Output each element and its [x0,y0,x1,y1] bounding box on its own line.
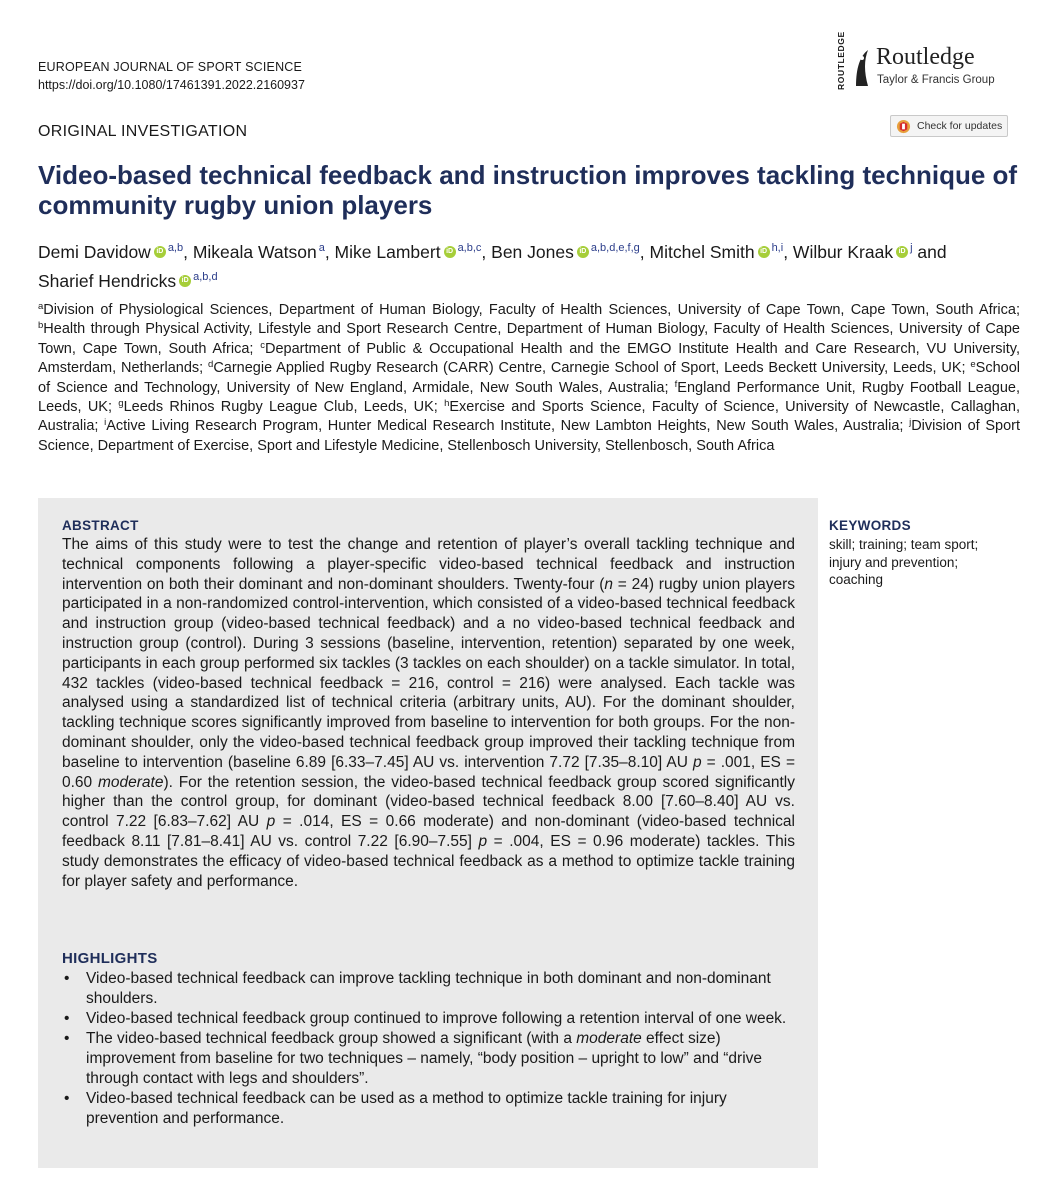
affiliation-label: a [38,301,44,312]
publisher-logo [836,31,1016,98]
publisher-group: Taylor & Francis Group [877,74,995,86]
author-affiliation-marks: h,i [771,242,784,254]
orcid-icon[interactable]: iD [444,246,456,258]
author-separator: , [639,242,650,262]
highlight-text: The video-based technical feedback group showed a significant (with a [86,1030,577,1048]
affiliation-text: Department of Public & Occupational Health and the EMGO Institute Health and Care Research, VU University, Amsterdam, Netherlands; [38,340,1020,377]
author [193,242,325,262]
author-separator: and [912,242,947,262]
author-separator: , [783,242,793,262]
abstract-segment: = .001, ES = 0.60 [62,753,795,791]
highlight-text: Video-based technical feedback can improve tackling technique in both dominant and non-dominant shoulders. [86,970,771,1007]
affiliation-label: d [208,359,214,371]
author-list [38,236,1028,294]
author-separator: , [481,242,492,262]
keywords-text: skill; training; team sport; injury and prevention; coaching [829,537,979,587]
author-affiliation-marks: a,b,d [193,271,218,283]
highlight-item [62,1089,800,1129]
author-affiliation-marks: a [318,242,325,254]
author [38,271,218,291]
highlight-item [62,969,800,1009]
check-updates-button[interactable] [890,115,1008,137]
article-title: Video-based technical feedback and instruction improves tackling technique of community rugby union players [38,160,1018,220]
routledge-logo [852,46,872,90]
affiliation-text: Exercise and Sports Science, Faculty of Science, University of Newcastle, Callaghan, Australia; [38,399,1020,435]
highlight-item [62,1029,800,1088]
affiliation-label: i [104,417,107,429]
affiliation-label: e [970,359,976,371]
abstract-segment: = .014, ES = 0.66 moderate) and non-dominant (video-based technical feedback 8.11 [7.81–8.41] AU vs. control 7.22 [6.90–7.55] [62,813,795,850]
abstract-segment: n [604,575,614,593]
publisher-vertical-text: ROUTLEDGE [836,31,846,90]
author-name: Mike Lambert [334,242,441,262]
abstract-segment: = .004, ES = 0.96 moderate) tackles. This study demonstrates the efficacy of video-based technical feedback as a method to optimize tackle training for player safety and performance. [62,832,795,890]
affiliation-label: b [38,320,44,332]
affiliation-text: England Performance Unit, Rugby Football League, Leeds, UK; [38,379,1021,416]
author [491,242,640,262]
affiliation-label: c [260,339,265,351]
bullet-icon: • [64,970,70,987]
doi-link[interactable]: https://doi.org/10.1080/17461391.2022.2160937 [38,78,305,92]
author-name: Ben Jones [491,242,574,262]
abstract-segment: = 24) rugby union players participated in a non-randomized control-intervention, which consisted of a video-based technical feedback and instruction group (video-based technical feedback) and a no video-based technical feedback and instruction group (control). During 3 sessions (baseline, intervention, retention) separated by one week, participants in each group performed six tackles (3 tackles on each shoulder) on a tackle simulator. In total, 432 tackles (video-based technical feedback = 216, control = 216) were analysed. Each tackle was analysed using a standardized list of technical criteria (arbitrary units, AU). For the dominant shoulder, tackling technique scores significantly improved from baseline to intervention for both groups. For the non-dominant shoulder, only the video-based technical feedback group improved their tackling technique from baseline to intervention (baseline 6.89 [6.33–7.45] AU vs. intervention 7.72 [7.35–8.10] AU [62,575,795,771]
check-updates-label: Check for updates [917,120,1003,132]
orcid-icon[interactable]: iD [896,246,908,258]
journal-name: EUROPEAN JOURNAL OF SPORT SCIENCE [38,60,303,74]
affiliation-label: h [444,398,450,410]
abstract-segment: p [478,832,488,850]
author-separator: , [183,242,193,262]
affiliation-text: Health through Physical Activity, Lifestyle and Sport Research Centre, Department of Human Biology, Faculty of Health Sciences, University of Cape Town, Cape Town, South Africa; [38,321,1020,357]
article-type: ORIGINAL INVESTIGATION [38,123,248,140]
abstract-segment: moderate [97,773,164,791]
abstract-heading: ABSTRACT [62,518,139,533]
highlight-text: effect size) improvement from baseline for two techniques – namely, “body position – upright to low” and “drive through contact with legs and shoulders”. [86,1030,763,1087]
affiliation-label: f [674,378,678,390]
affiliation-label: g [118,398,124,410]
author-name: Sharief Hendricks [38,271,177,291]
highlight-text: Video-based technical feedback can be used as a method to optimize tackle training for injury prevention and performance. [86,1090,727,1128]
bullet-icon: • [64,1030,70,1048]
bullet-icon: • [64,1010,70,1028]
orcid-icon[interactable]: iD [577,246,589,258]
affiliation-text: Division of Sport Science, Department of Exercise, Sport and Lifestyle Medicine, Stellenbosch University, Stellenbosch, South Africa [38,418,1020,454]
author-affiliation-marks: a,b,c [457,242,482,254]
highlight-text: Video-based technical feedback group continued to improve following a retention interval of one week. [86,1010,787,1028]
keywords-heading: KEYWORDS [829,518,911,533]
author-affiliation-marks: a,b,d,e,f,g [590,242,640,254]
orcid-icon[interactable]: iD [154,246,166,258]
publisher-name: Routledge [876,44,975,70]
affiliation-text: Carnegie Applied Rugby Research (CARR) Centre, Carnegie School of Sport, Leeds Beckett University, Leeds, UK; [213,360,971,377]
orcid-icon[interactable]: iD [179,275,191,287]
highlight-item [62,1009,800,1029]
affiliation-text: Division of Physiological Sciences, Department of Human Biology, Faculty of Health Sciences, University of Cape Town, Cape Town, South Africa; [43,302,1020,318]
affiliation-text: Leeds Rhinos Rugby League Club, Leeds, UK; [123,399,445,416]
affiliation-text: Active Living Research Program, Hunter Medical Research Institute, New Lambton Heights, New South Wales, Australia; [106,418,910,435]
author-name: Wilbur Kraak [792,242,894,262]
abstract-segment: ). For the retention session, the video-based technical feedback group scored significantly higher than the control group, for dominant (video-based technical feedback 8.00 [7.60–8.40] AU vs. control 7.22 [6.83–7.62] AU [62,773,795,831]
affiliations [38,301,1020,456]
author [793,242,913,262]
affiliation-text: School of Science and Technology, University of New England, Armidale, New South Wales, Australia; [38,360,1020,396]
author-affiliation-marks: j [910,242,913,254]
check-updates-icon [896,119,911,134]
abstract-text [62,535,795,891]
affiliation-label: j [909,417,912,429]
highlights-list [62,969,800,1129]
bullet-icon: • [64,1090,70,1108]
abstract-segment: p [266,813,276,831]
abstract-segment: The aims of this study were to test the change and retention of player’s overall tackling technique and technical components following a player-specific video-based technical feedback and instruction intervention on both their dominant and non-dominant shoulders. Twenty-four ( [62,536,795,593]
author [335,242,482,262]
highlight-text: moderate [576,1030,642,1048]
author [38,242,183,262]
highlights-heading: HIGHLIGHTS [62,950,158,967]
orcid-icon[interactable]: iD [758,246,770,258]
author-name: Mitchel Smith [649,242,755,262]
author-name: Demi Davidow [38,242,151,262]
author [650,242,784,262]
abstract-segment: p [692,753,702,771]
author-affiliation-marks: a,b [167,242,184,254]
author-name: Mikeala Watson [192,242,317,262]
author-separator: , [324,242,335,262]
